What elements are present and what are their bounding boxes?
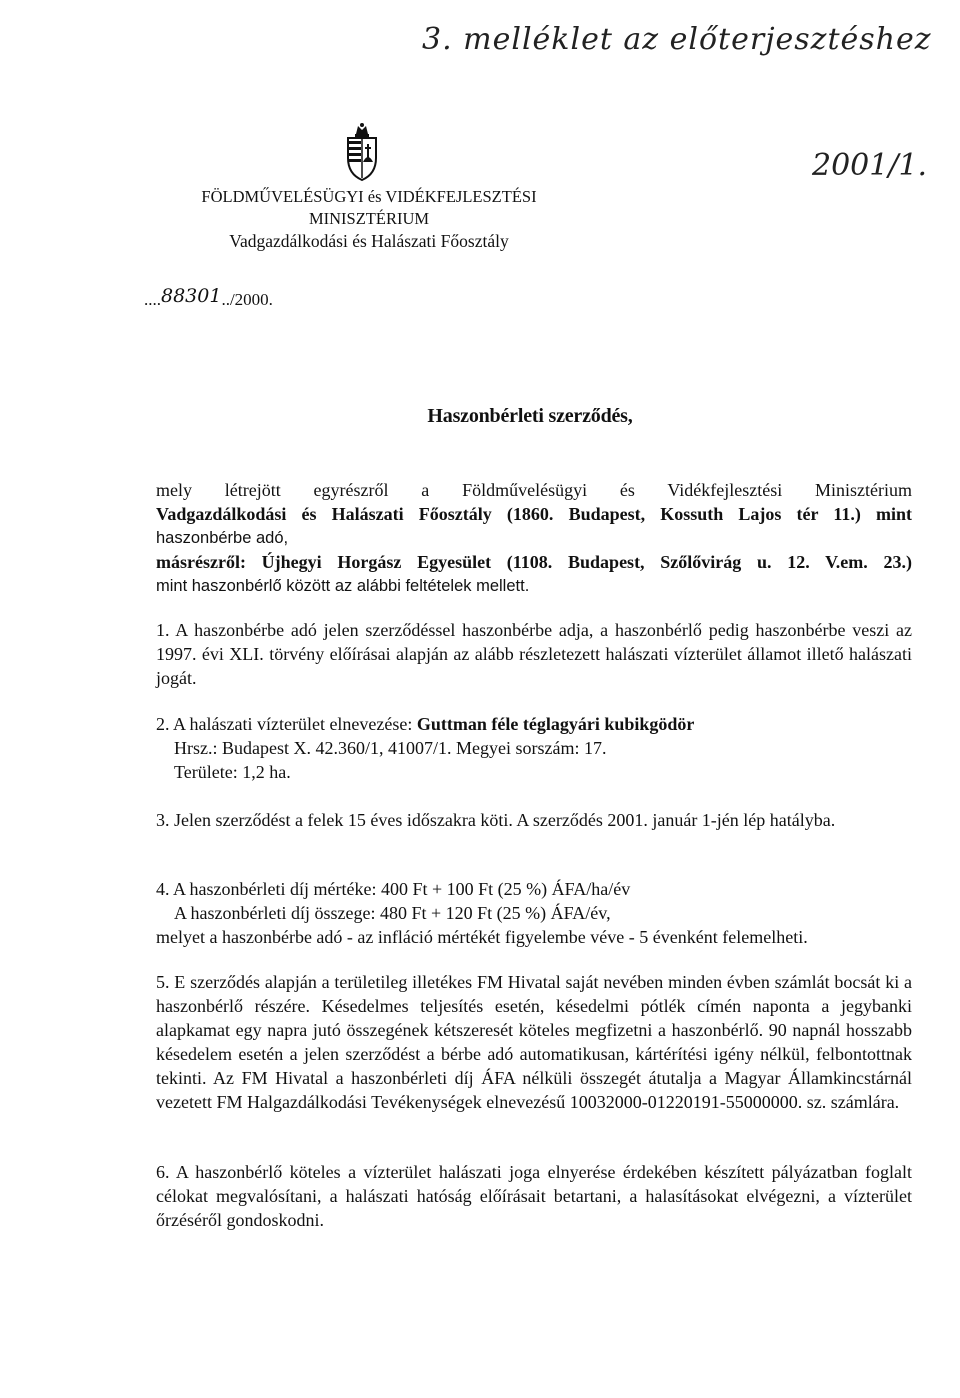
parties-line-5: mint haszonbérlő között az alábbi feltételek mellett. [156, 577, 530, 595]
handwritten-annotation-top: 3. melléklet az előterjesztéshez [422, 22, 932, 57]
parties-line-4: másrészről: Újhegyi Horgász Egyesület (1108. Budapest, Szőlővirág u. 12. V.em. 23.) [156, 552, 912, 572]
document-title: Haszonbérleti szerződés, [427, 405, 633, 427]
clause-4-amount: A haszonbérleti díj összege: 480 Ft + 120 Ft (25 %) ÁFA/év, [174, 903, 611, 923]
clause-3: 3. Jelen szerződést a felek 15 éves időszakra köti. A szerződés 2001. január 1-jén lép hatályba. [156, 810, 836, 830]
water-area-name: Guttman féle téglagyári kubikgödör [416, 714, 695, 734]
parties-section [156, 478, 912, 598]
ministry-header [156, 186, 582, 252]
handwritten-ref-number: 88301 [161, 285, 222, 307]
clause-2-label: 2. A halászati vízterület elnevezése: [156, 714, 413, 734]
parties-line-2: Vadgazdálkodási és Halászati Főosztály (1860. Budapest, Kossuth Lajos tér 11.) mint [156, 504, 912, 524]
clause-2-hrsz: Hrsz.: Budapest X. 42.360/1, 41007/1. Megyei sorszám: 17. [174, 738, 607, 758]
ministry-name-line1: FÖLDMŰVELÉSÜGYI és VIDÉKFEJLESZTÉSI [201, 187, 537, 206]
parties-line-3: haszonbérbe adó, [156, 529, 289, 547]
reference-number: ....88301../2000. [144, 285, 273, 309]
ministry-name-line2: MINISZTÉRIUM [308, 209, 430, 228]
clause-6: 6. A haszonbérlő köteles a vízterület halászati joga elnyerése érdekében készített pályázatban foglalt célokat megvalósítani, a halászati hatóság előírásait betartani, a halasításokat elvégezni, a vízterület őrzéséről gondoskodni. [156, 1162, 912, 1230]
handwritten-annotation-number: 2001/1. [812, 148, 928, 183]
clause-5: 5. E szerződés alapján a területileg illetékes FM Hivatal saját nevében minden évben számlát bocsát ki a haszonbérlő részére. Késedelmes teljesítés esetén, késedelmi pótlék címén naponta a jegybanki alapkamat egy napra jutó összegének kétszeresét köteles megfizetni a haszonbérlő. 90 napnál hosszabb késedelem esetén a jelen szerződést a bérbe adó automatikusan, kártérítési igény nélkül, felbontottnak tekinti. Az FM Hivatal a haszonbérleti díj ÁFA nélküli összegét átutalja a Magyar Államkincstárnál vezetett FM Halgazdálkodási Tevékenységek elnevezésű 10032000-01220191-55000000. sz. számlára. [156, 972, 912, 1112]
hungarian-coat-of-arms-icon [338, 122, 386, 182]
clause-2 [156, 712, 912, 784]
department-name: Vadgazdálkodási és Halászati Főosztály [229, 231, 509, 251]
clause-4 [156, 877, 912, 949]
clause-4-inflation: melyet a haszonbérbe adó - az infláció mértékét figyelembe véve - 5 évenként felemelheti. [156, 927, 808, 947]
clause-4-rate: 4. A haszonbérleti díj mértéke: 400 Ft + 100 Ft (25 %) ÁFA/ha/év [156, 879, 631, 899]
clause-1: 1. A haszonbérbe adó jelen szerződéssel haszonbérbe adja, a haszonbérlő pedig haszonbérbe veszi az 1997. évi XLI. törvény előírásai alapján az alább részletezett halászati vízterület államot illető halászati jogát. [156, 620, 912, 688]
clause-2-area: Területe: 1,2 ha. [174, 762, 291, 782]
parties-line-1: mely létrejött egyrészről a Földművelésügyi és Vidékfejlesztési Minisztérium [156, 480, 912, 500]
